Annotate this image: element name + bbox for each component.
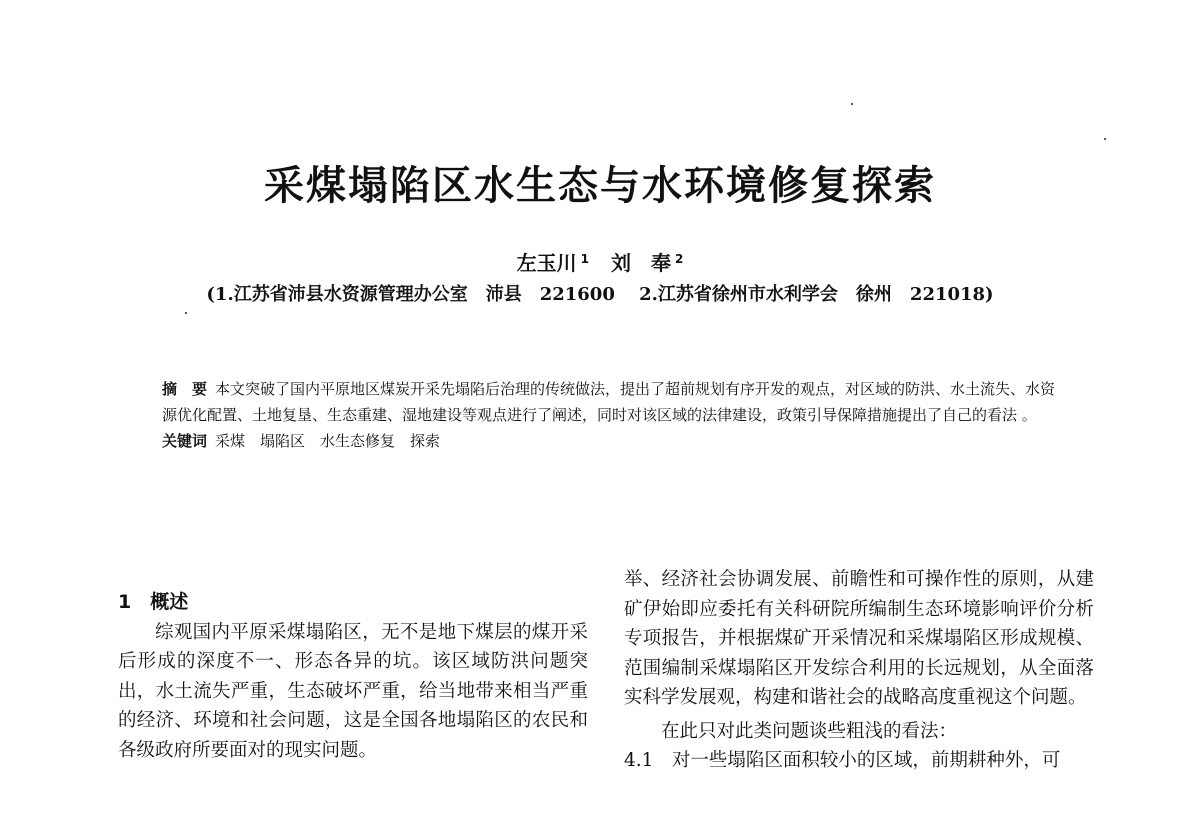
- body-paragraph: 举、经济社会协调发展、前瞻性和可操作性的原则，从建矿伊始即应委托有关科研院所编制生态环境影响评价分析专项报告，并根据煤矿开采情况和采煤塌陷区形成规模、范围编制采煤塌陷区开发综合利用的长远规划，从全面落实科学发展观，构建和谐社会的战略高度重视这个问题。: [624, 569, 1094, 708]
- paper-title: 采煤塌陷区水生态与水环境修复探索: [264, 162, 936, 209]
- left-column: [118, 588, 588, 765]
- keywords-line: [162, 428, 1062, 454]
- scan-speck: [1104, 138, 1106, 140]
- author-affiliation-mark: 1: [580, 252, 589, 266]
- section-heading: 1 概述: [118, 591, 189, 613]
- abstract-text: 本文突破了国内平原地区煤炭开采先塌陷后治理的传统做法，提出了超前规划有序开发的观点，对区域的防洪、水土流失、水资源优化配置、土地复垦、生态重建、湿地建设等观点进行了阐述，同时对该区域的法律建设，政策引导保障措施提出了自己的看法 。: [162, 380, 1056, 424]
- abstract-block: [162, 376, 1062, 454]
- author-name: 左玉川: [516, 251, 577, 275]
- scan-speck: [851, 103, 853, 105]
- affiliation-line: (1.江苏省沛县水资源管理办公室 沛县 221600 2.江苏省徐州市水利学会 徐州 221018): [206, 284, 994, 305]
- author-name: 刘 奉: [611, 251, 671, 275]
- scan-speck: [185, 312, 187, 314]
- author-affiliation-mark: 2: [675, 252, 684, 266]
- keywords-label: 关键词: [162, 432, 208, 450]
- abstract-paragraph: [162, 376, 1062, 428]
- body-paragraph: 综观国内平原采煤塌陷区，无不是地下煤层的煤开采后形成的深度不一、形态各异的坑。该区域防洪问题突出，水土流失严重，生态破坏严重，给当地带来相当严重的经济、环境和社会问题，这是全国各地塌陷区的农民和各级政府所要面对的现实问题。: [118, 621, 588, 761]
- body-paragraph: 在此只对此类问题谈些粗浅的看法：: [661, 720, 958, 742]
- body-paragraph: 4.1 对一些塌陷区面积较小的区域，前期耕种外，可: [624, 750, 1061, 771]
- abstract-label: 摘 要: [162, 380, 208, 398]
- author-line: [0, 246, 1200, 276]
- right-column: [624, 565, 1094, 776]
- keywords-text: 采煤 塌陷区 水生态修复 探索: [215, 432, 441, 450]
